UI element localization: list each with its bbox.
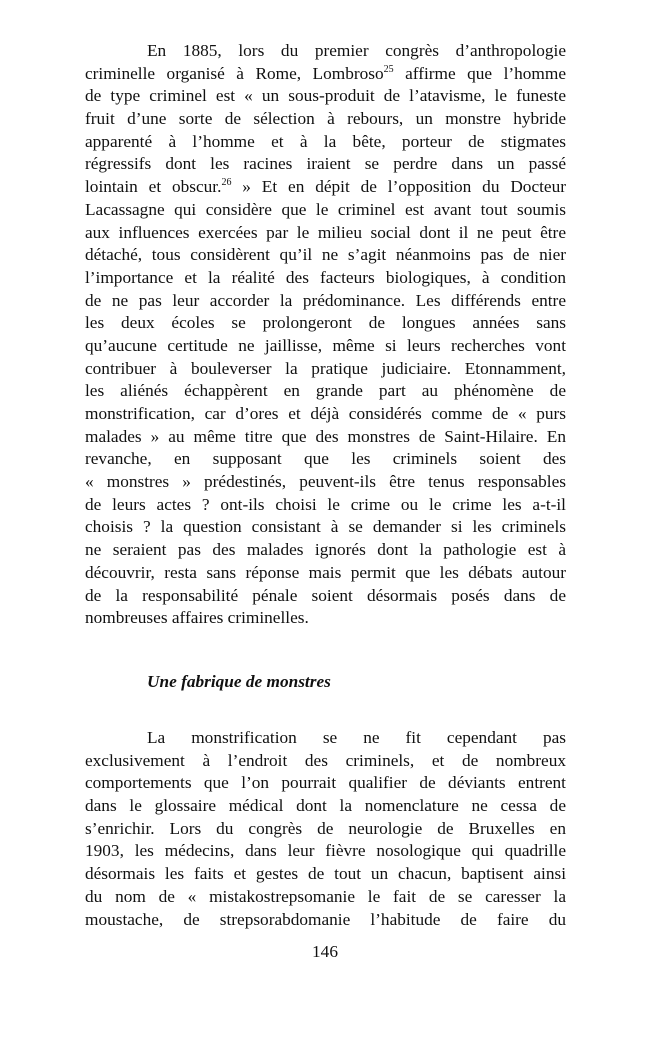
paragraph-2 (85, 727, 566, 931)
text-line: moustache, de strepsorabdomanie l’habitude de faire du (85, 909, 566, 929)
text-line: découvrir, resta sans réponse mais permit que les débats autour (85, 562, 566, 582)
text-line: nombreuses affaires criminelles. (85, 608, 309, 628)
text-line: les aliénés échappèrent en grande part au phénomène de (85, 381, 566, 401)
text-line: En 1885, lors du premier congrès d’anthropologie (147, 41, 566, 60)
text-line: ne seraient pas des malades ignorés dont la pathologie est à (85, 540, 566, 560)
text-line: fruit d’une sorte de sélection à rebours, un monstre hybride (85, 109, 566, 129)
text-line: désormais les faits et gestes de tout un chacun, baptisent ainsi (85, 864, 566, 884)
text-line: détaché, tous considèrent qu’il ne s’agit néanmoins pas de nier (85, 245, 566, 265)
footnote-ref-26[interactable]: 26 (221, 177, 232, 189)
text-line: contribuer à bouleverser la pratique judiciaire. Etonnamment, (85, 358, 566, 378)
text-line: de la responsabilité pénale soient désormais posés dans de (85, 585, 566, 605)
text-line: monstrification, car d’ores et déjà considérés comme de « purs (85, 404, 566, 423)
text-line: Lacassagne qui considère que le criminel est avant tout soumis (85, 199, 566, 219)
text-line: 1903, les médecins, dans leur fièvre nosologique qui quadrille (85, 841, 566, 861)
text-line: malades » au même titre que des monstres de Saint-Hilaire. En (85, 426, 566, 446)
paragraph-1 (85, 40, 566, 630)
text-line (85, 176, 566, 199)
text-line: « monstres » prédestinés, peuvent-ils être tenus responsables (85, 472, 566, 492)
text-line (85, 63, 566, 86)
text-segment: criminelle organisé à Rome, Lombroso (85, 63, 384, 83)
page-number: 146 (312, 942, 338, 961)
text-line: choisis ? la question consistant à se demander si les criminels (85, 517, 566, 537)
text-line: exclusivement à l’endroit des criminels, et de nombreux (85, 750, 566, 770)
text-line: apparenté à l’homme et à la bête, porteur de stigmates (85, 131, 566, 151)
text-line: La monstrification se ne fit cependant pas (147, 728, 566, 747)
text-line: de leurs actes ? ont-ils choisi le crime ou le crime les a-t-il (85, 494, 566, 514)
text-segment: affirme que l’homme (393, 63, 566, 83)
text-line: qu’aucune certitude ne jaillisse, même si leurs recherches vont (85, 335, 566, 355)
text-line: l’importance et la réalité des facteurs biologiques, à condition (85, 267, 566, 287)
text-line: régressifs dont les racines iraient se perdre dans un passé (85, 154, 566, 174)
section-heading: Une fabrique de monstres (147, 672, 331, 691)
text-line: de type criminel est « un sous-produit de l’atavisme, le funeste (85, 86, 566, 106)
text-line: de ne pas leur accorder la prédominance. Les différends entre (85, 290, 566, 310)
text-line: du nom de « mistakostrepsomanie le fait de se caresser la (85, 886, 566, 906)
text-line: s’enrichir. Lors du congrès de neurologie de Bruxelles en (85, 818, 566, 838)
footnote-ref-25[interactable]: 25 (383, 63, 394, 75)
text-line: dans le glossaire médical dont la nomenclature ne cessa de (85, 796, 566, 816)
text-line: revanche, en supposant que les criminels soient des (85, 449, 566, 469)
text-line: comportements que l’on pourrait qualifier de déviants entrent (85, 773, 566, 793)
text-segment: lointain et obscur. (85, 177, 222, 197)
text-segment: » Et en dépit de l’opposition du Docteur (231, 177, 566, 197)
text-line: les deux écoles se prolongeront de longues années sans (85, 313, 566, 333)
text-line: aux influences exercées par le milieu social dont il ne peut être (85, 222, 566, 242)
